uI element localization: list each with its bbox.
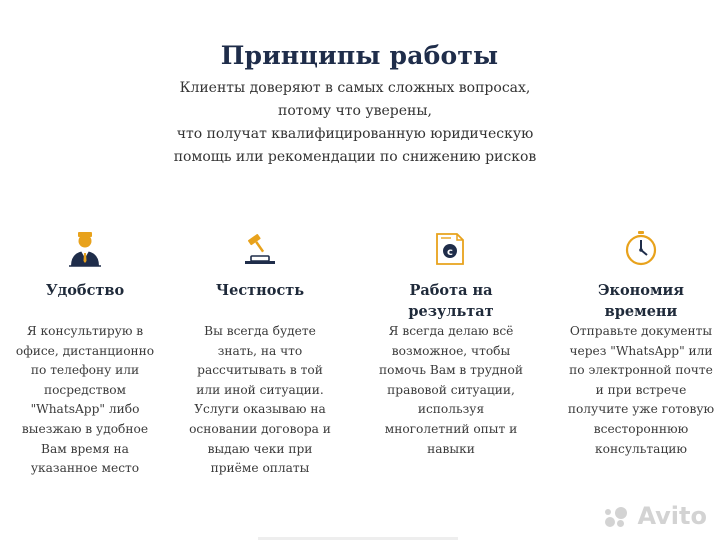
subtitle-line: помощь или рекомендации по снижению рисков [173, 149, 537, 165]
principle-convenience [0, 228, 170, 479]
copyright-document-icon [431, 228, 471, 268]
principle-title: Экономия времени [597, 282, 685, 320]
principle-title: Удобство [45, 282, 125, 299]
watermark-text: Avito [637, 502, 707, 530]
clock-icon [621, 228, 661, 268]
principle-text: Я консультирую в офисе, дистанционно по телефону или посредством "WhatsApp" либо выезжаю в удобное Вам время на указанное место [15, 324, 155, 476]
page-title: Принципы работы [220, 40, 499, 70]
principle-title: Работа на результат [408, 282, 494, 320]
avito-watermark [603, 502, 707, 530]
principle-text: Отправьте документы через "WhatsApp" или по электронной почте и при встрече получите уже готовую всестороннюю консультацию [567, 324, 715, 456]
subtitle-line: потому что уверены, [278, 103, 432, 119]
consultant-icon [65, 228, 105, 268]
principle-honesty [175, 228, 345, 479]
svg-text:c: c [447, 247, 453, 258]
principle-text: Вы всегда будете знать, на что рассчитывать в той или иной ситуации. Услуги оказываю на основании договора и выдаю чеки при приёме оплаты [189, 324, 331, 476]
gavel-icon [240, 228, 280, 268]
principle-title: Честность [215, 282, 305, 299]
avito-logo-icon [603, 505, 629, 529]
subtitle-line: Клиенты доверяют в самых сложных вопросах, [179, 80, 531, 96]
subtitle-line: что получат квалифицированную юридическую [176, 126, 534, 142]
principle-result [366, 228, 536, 459]
principle-time-saving [556, 228, 719, 459]
page-subtitle [150, 77, 560, 169]
principle-text: Я всегда делаю всё возможное, чтобы помочь Вам в трудной правовой ситуации, используя многолетний опыт и навыки [379, 324, 523, 456]
